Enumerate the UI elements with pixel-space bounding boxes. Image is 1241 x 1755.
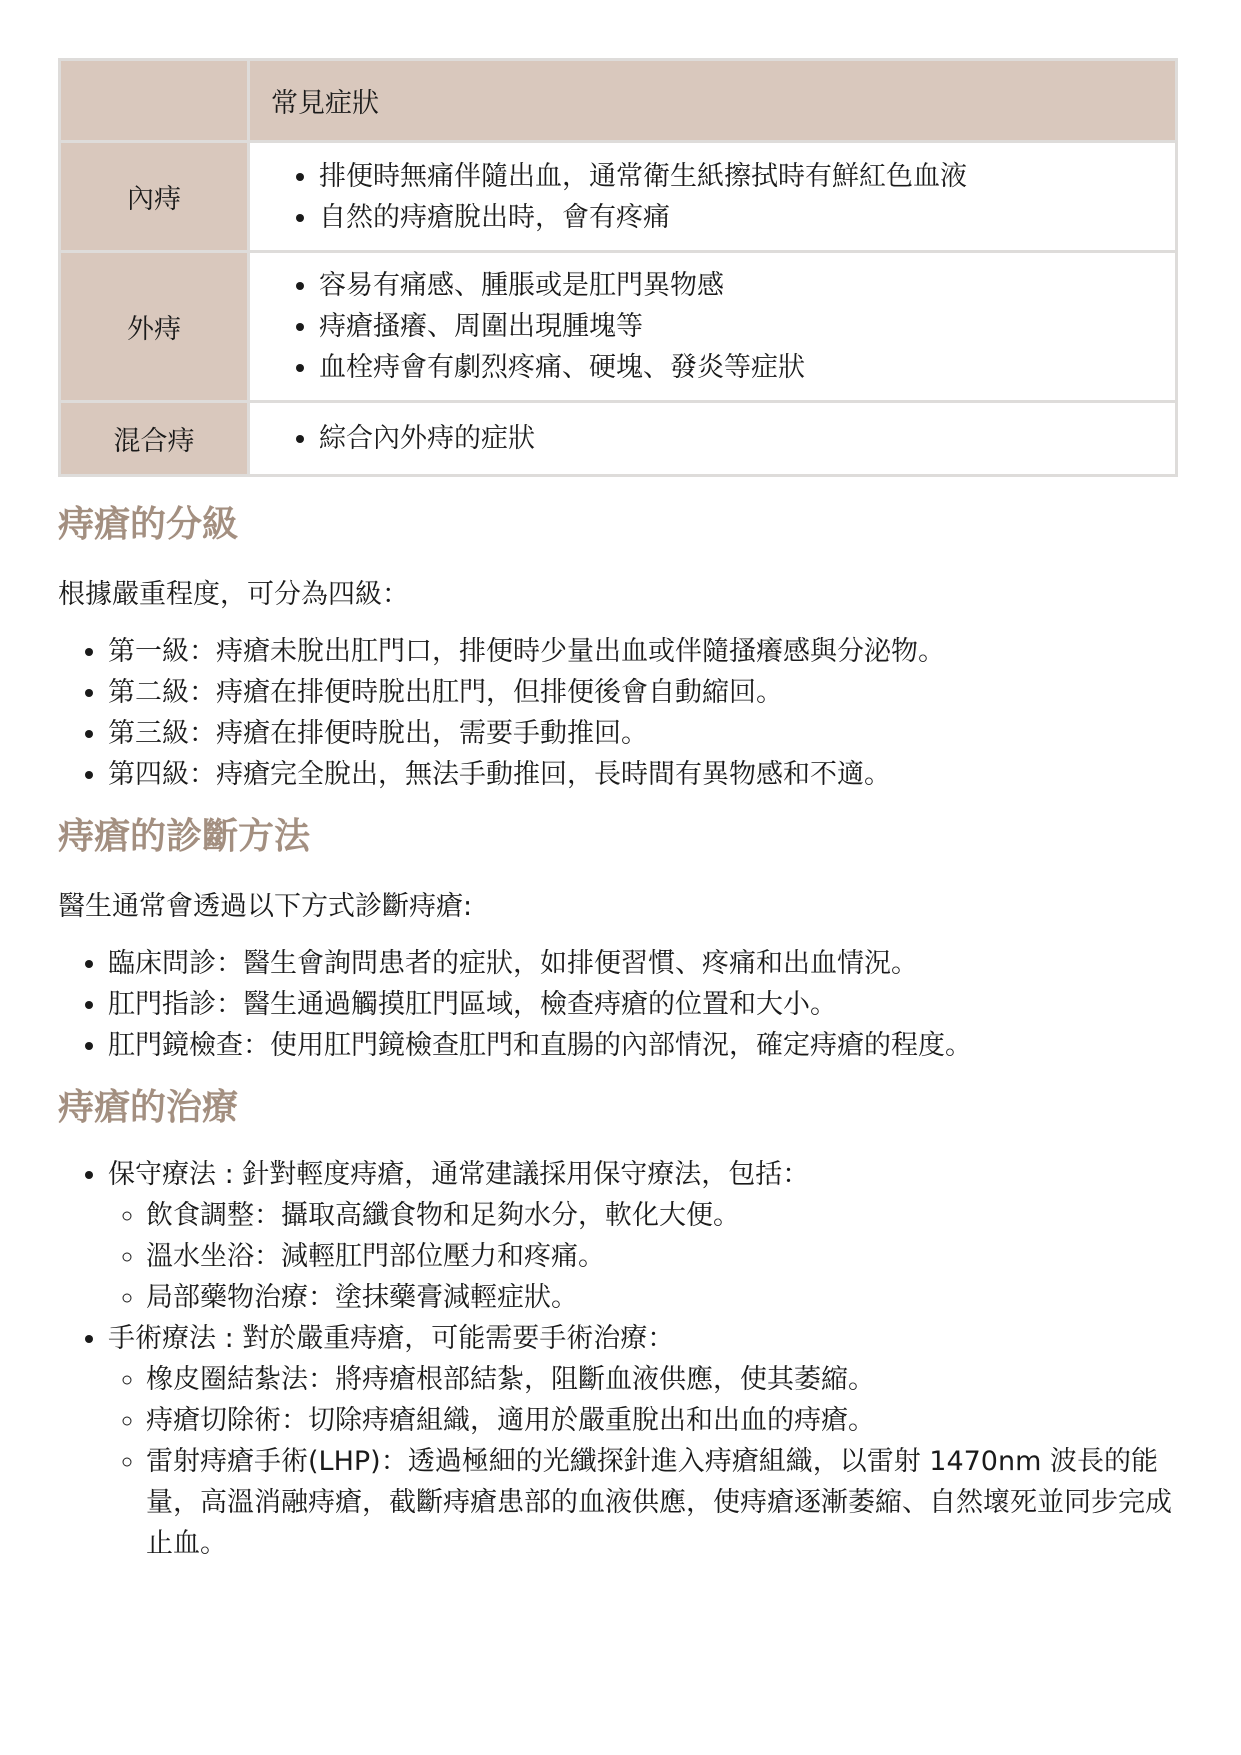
treatment-sublist [108, 1195, 1178, 1318]
treatment-heading: 痔瘡的治療 [58, 1087, 239, 1128]
list-item: ◦ 橡皮圈結紮法：將痔瘡根部結紮，阻斷血液供應，使其萎縮。 [146, 1359, 1178, 1400]
grading-intro: 根據嚴重程度，可分為四級： [58, 579, 409, 610]
row-symptoms [249, 252, 1177, 402]
treatment-group-label: 手術療法 : 對於嚴重痔瘡，可能需要手術治療： [108, 1323, 675, 1354]
list-item: • 第一級：痔瘡未脫出肛門口，排便時少量出血或伴隨搔癢感與分泌物。 [108, 631, 1178, 672]
grading-section [58, 501, 1178, 795]
symptom-item: • 綜合內外痔的症狀 [319, 418, 1175, 459]
diagnosis-section [58, 813, 1178, 1066]
list-item: ◦ 雷射痔瘡手術(LHP)：透過極細的光纖探針進入痔瘡組織，以雷射 1470nm 波長的能量，高溫消融痔瘡，截斷痔瘡患部的血液供應，使痔瘡逐漸萎縮、自然壞死並同步完成止血。 [146, 1441, 1178, 1564]
symptom-item: • 容易有痛感、腫脹或是肛門異物感 [319, 265, 1175, 306]
diagnosis-list [58, 943, 1178, 1066]
table-row [60, 252, 1177, 402]
row-symptoms [249, 402, 1177, 476]
row-symptoms [249, 142, 1177, 252]
row-label: 外痔 [60, 252, 249, 402]
treatment-group [108, 1318, 1178, 1564]
list-item: ◦ 飲食調整：攝取高纖食物和足夠水分，軟化大便。 [146, 1195, 1178, 1236]
symptom-item: • 排便時無痛伴隨出血，通常衛生紙擦拭時有鮮紅色血液 [319, 156, 1175, 197]
list-item: • 第四級：痔瘡完全脫出，無法手動推回，長時間有異物感和不適。 [108, 754, 1178, 795]
table-corner-cell [60, 60, 249, 142]
list-item: ◦ 局部藥物治療：塗抹藥膏減輕症狀。 [146, 1277, 1178, 1318]
symptom-item: • 痔瘡搔癢、周圍出現腫塊等 [319, 306, 1175, 347]
row-label: 混合痔 [60, 402, 249, 476]
grading-list [58, 631, 1178, 795]
diagnosis-heading: 痔瘡的診斷方法 [58, 816, 311, 857]
table-row [60, 142, 1177, 252]
symptoms-table [58, 58, 1178, 477]
table-row [60, 402, 1177, 476]
treatment-sublist [108, 1359, 1178, 1564]
grading-heading: 痔瘡的分級 [58, 504, 239, 545]
list-item: • 第二級：痔瘡在排便時脫出肛門，但排便後會自動縮回。 [108, 672, 1178, 713]
table-header-symptoms: 常見症狀 [249, 60, 1177, 142]
list-item: • 肛門指診：醫生通過觸摸肛門區域，檢查痔瘡的位置和大小。 [108, 984, 1178, 1025]
list-item: ◦ 痔瘡切除術：切除痔瘡組織，適用於嚴重脫出和出血的痔瘡。 [146, 1400, 1178, 1441]
treatment-group-label: 保守療法 : 針對輕度痔瘡，通常建議採用保守療法，包括： [108, 1159, 810, 1190]
symptom-item: • 自然的痔瘡脫出時，會有疼痛 [319, 197, 1175, 238]
list-item: ◦ 溫水坐浴：減輕肛門部位壓力和疼痛。 [146, 1236, 1178, 1277]
treatment-section [58, 1084, 1178, 1564]
symptom-item: • 血栓痔會有劇烈疼痛、硬塊、發炎等症狀 [319, 347, 1175, 388]
treatment-list [58, 1154, 1178, 1564]
diagnosis-intro: 醫生通常會透過以下方式診斷痔瘡: [58, 891, 473, 922]
table-header-row [60, 60, 1177, 142]
list-item: • 臨床問診：醫生會詢問患者的症狀，如排便習慣、疼痛和出血情況。 [108, 943, 1178, 984]
row-label: 內痔 [60, 142, 249, 252]
treatment-group [108, 1154, 1178, 1318]
list-item: • 肛門鏡檢查：使用肛門鏡檢查肛門和直腸的內部情況，確定痔瘡的程度。 [108, 1025, 1178, 1066]
list-item: • 第三級：痔瘡在排便時脫出，需要手動推回。 [108, 713, 1178, 754]
document-page [58, 58, 1178, 1564]
